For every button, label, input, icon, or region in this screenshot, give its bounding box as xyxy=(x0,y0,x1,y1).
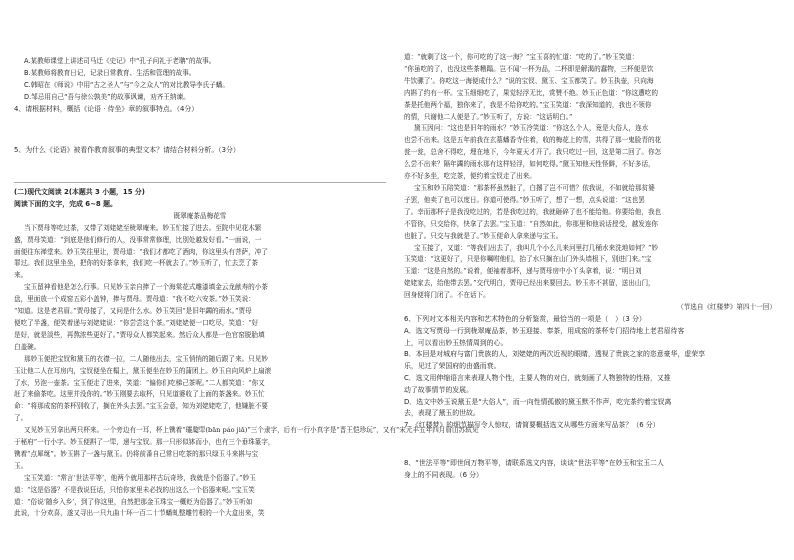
passage-line: 镌着“点犀𫄧”。妙玉斟了一盏与黛玉。仍将前番自己常日吃茶的那只绿玉斗来斟与宝 xyxy=(14,449,259,458)
option-c: C.韩昭在《师说》中用“古之圣人”与“今之众人”的对比教导李氏子蟠。 xyxy=(24,80,229,89)
passage-line: 那妙玉便把宝钗和黛玉的衣襟一拉，二人随他出去，宝玉悄悄的随后跟了来。只见妙 xyxy=(24,354,268,363)
passage-line: 玉笑道：“这更好了，只是你嘱咐他们，抬了水只搁在山门外头墙根下，别进门来。”宝 xyxy=(404,255,652,264)
passage-line: 罪过。我们这里坐坐，把你的好茶拿来，我们吃一杯就去了。”妙玉听了，忙去烹了茶 xyxy=(14,259,259,268)
passage-line: 盘，里面放一个成窑五彩小盖钟，捧与贾母。贾母道：“我不吃六安茶。”妙玉笑说： xyxy=(14,295,255,304)
passage-line: 当下贾母等吃过茶，又带了刘姥姥至栊翠庵来。妙玉忙接了进去。至院中见花木繁 xyxy=(24,223,262,232)
option-line: A．选文写贾母一行到栊翠庵品茶，妙玉迎接、奉茶，用成窑的茶杯专门招待地上老君眉待客 xyxy=(404,326,685,335)
passage-line: 了。幸而那杯子是我没吃过的，若是我吃过的，我就砸碎了也不能给他。你要给他，我也 xyxy=(404,207,662,216)
section-title: (二)现代文阅读 2(本题共 3 小题，15 分) xyxy=(14,188,145,197)
passage-line: 也脏了。只交与我就是了。”妙玉便命人拿来递与宝玉。 xyxy=(404,231,563,240)
section-divider xyxy=(14,182,386,183)
passage-line: 又见妙玉另拿出两只杯来。一个旁边有一耳，杯上镌着“𤫩瓟斝(bān páo jiǎ)”三个隶字，后有一行小真字是“晋王恺珍玩”，又有“宋元丰五年四月眉山苏轼见 xyxy=(24,426,479,435)
question-options xyxy=(14,56,386,104)
option-line: 去，表现了黛玉的世故。 xyxy=(404,409,480,418)
passage-line: 玉道：“这是自然的。”说着，便袖着那杯，递与贾母房中小丫头拿着，说：“明日刘 xyxy=(404,267,642,276)
passage-line: 宝玉留神看他是怎么行事。只见妙玉亲自捧了一个海棠花式雕漆填金云龙献寿的小茶 xyxy=(24,283,268,292)
question-5: 5、为什么《论语》被看作教育叙事的典型文本？请结合材料分析。（3分） xyxy=(14,146,240,155)
passage-line: 赶了来偷茶吃。这里并没你的。”妙玉刚要去取杯，只见道婆收了上面的茶盏来。妙玉忙 xyxy=(14,390,265,399)
option-b: B.某教师将教育日记，记录日常教育、生活和管理的故事。 xyxy=(24,68,196,77)
question-6: 6、下列对文本相关内容和艺术特色的分析鉴赏，最恰当的一项是（ ）（3 分） xyxy=(404,314,646,323)
section-instruction: 阅读下面的文字，完成 6~8 题。 xyxy=(14,200,117,209)
option-line: B．本回是对城府与富门贵族的人，刘姥姥的两次近视的眼睛，透视了贵族之家的恣意豪华，虚荣享 xyxy=(404,350,706,359)
passage-line: 不管你，只交给你，快拿了去罢。”宝玉道：“自然如此，你那里和他说话授受，越发连你 xyxy=(404,219,659,228)
passage-line: 了。 xyxy=(14,414,28,423)
passage-line: 内斟了约有一杯。宝玉细细吃了，果觉轻浮无比，赏赞不绝。妙玉正色道：“你这遭吃的 xyxy=(404,88,658,97)
passage-line: 宝玉和妙玉陪笑道：“那茶杯虽然脏了，白撂了岂不可惜？依我说，不如就给那贫婆 xyxy=(414,183,655,192)
passage-line: 亦不好多坐，吃完茶，便约着宝钗走了出来。 xyxy=(404,172,536,181)
passage-line: 此说，十分欢喜，遂又寻出一只九曲十环一百二十节蟠虬整雕竹根的一个大盒出来，笑 xyxy=(14,509,265,518)
passage-line: 盛，贾母笑道：“到底是他们修行的人，没事常常修理，比别处越发好看。”一面说，一 xyxy=(14,235,262,244)
source-note: （节选自《红楼梦》第四十一回） xyxy=(677,303,776,312)
passage-line: 茶是托他两个福，独你来了，我是不给你吃的。”宝玉笑道：“我深知道的，我也不领你 xyxy=(404,100,652,109)
passage-line: 来。 xyxy=(14,271,28,280)
passage-line: 于秘府”一行小字。妙玉便斟了一斝，递与宝钗。那一只形似钵而小，也有三个垂珠篆字， xyxy=(14,438,275,447)
passage-line: 是好，就是淡些，再熬浓些更好了。”贾母众人都笑起来。然后众人都是一色官窑脱胎填 xyxy=(14,330,265,339)
right-column xyxy=(404,0,776,560)
passage-line: 白盖碗。 xyxy=(14,342,41,351)
passage-line: 牛饮骡了’。你吃这一海便成什么？”说的宝钗、黛玉、宝玉都笑了。妙玉执壶，只向海 xyxy=(404,76,654,85)
passage-line: 道：“这是俗器？不是我说狂话，只怕你家里未必找的出这么一个俗器来呢。”宝玉笑 xyxy=(14,485,255,494)
passage-title: 既翠庵茶品梅花雪 xyxy=(173,211,227,220)
option-d: D.邹忌用自己“吾与徐公孰美”的故事讽谏，劝齐王纳谏。 xyxy=(24,92,190,101)
passage-line: 黛玉因问：“这也是旧年的雨水？”妙玉冷笑道：“你这么个人，竟是大俗人，连水 xyxy=(414,124,649,133)
passage-line: 的情，只谢他二人便是了。”妙玉听了，方说：“这话明白。” xyxy=(404,112,573,121)
passage-line: 便吃了半盏，便笑着递与刘姥姥说：“你尝尝这个茶。”刘姥姥便一口吃尽，笑道：“好 xyxy=(14,318,259,327)
passage-line: 宝玉笑道：“常言‘世法平等’，他两个就用那样古玩奇珍，我就是个俗器了。”妙玉 xyxy=(24,473,256,482)
option-line: D．选文中妙玉说黛玉是“大俗人”，而一向性情孤傲的黛玉默不作声，吃完茶约着宝钗离 xyxy=(404,397,672,406)
passage-line: 子罢，他卖了也可以度日。你道可使得。”妙玉听了，想了一想，点头说道：“这也罢 xyxy=(404,195,645,204)
option-line: 上，可以看出妙玉热情周到的心。 xyxy=(404,338,508,347)
question-7: 7、《红楼梦》的细节描写令人惊叹，请简要概括选文从哪些方面来写品茶？（6 分） xyxy=(404,421,660,430)
passage-line: 道：“俗说‘随乡入乡’，到了你这里，自然把那金玉珠宝一概贬为俗器了。”妙玉听如 xyxy=(14,497,253,506)
passage-line: 么尝不出来？隔年蠲的雨水那有这样轻浮，如何吃得。”黛玉知他天性怪僻，不好多话， xyxy=(404,160,655,169)
passage-line: 面便往东禅堂来。妙玉笑往里让，贾母道：“我们才都吃了酒肉，你这里头有菩萨，冲了 xyxy=(14,247,268,256)
passage-line: 道：“就剩了这一个，你可吃的了这一海？”宝玉喜的忙道：“吃的了。”妙玉笑道： xyxy=(404,53,639,61)
passage-line: 玉。 xyxy=(14,461,28,470)
passage-line: 了水，另泡一壶茶。宝玉便走了进来，笑道：“偏你们吃梯己茶呢。”二人都笑道：“你又 xyxy=(14,378,265,387)
option-line: C．选文用伸缩语言来表现人物个性，主要人物的对白，就刻画了人物独特的性格，又推 xyxy=(404,373,671,382)
question-8-line-2: 身上的不同表现。（6 分） xyxy=(404,470,483,479)
option-a: A.某教师课堂上讲述司马迁《史记》中“孔子问礼于老聃”的故事。 xyxy=(24,57,216,65)
passage-line: “知道。这是老君眉。”贾母接了，又问是什么水。妙玉笑回“是旧年蠲的雨水。”贾母 xyxy=(14,307,252,316)
passage-line: 也尝不出来。这是五年前我在玄墓蟠香寺住着，收的梅花上的雪，共得了那一鬼脸青的花 xyxy=(404,136,662,145)
passage-line: 回身便将门闭了。不在话下。 xyxy=(404,291,490,300)
question-4: 4、请根据材料，概括《论语 · 侍坐》章的叙事特点。（4分） xyxy=(14,104,199,113)
question-8-line-1: 8、“世法平等”即世间万物平等，请联系选文内容，谈谈“世法平等”在妙玉和宝玉二人 xyxy=(404,458,664,467)
passage-right xyxy=(404,52,776,302)
passage-line: “你虽吃的了，也没这些茶糟蹋。岂不闻‘一杯为品，二杯即是解渴的蠢物，三杯便是饮 xyxy=(404,64,654,73)
passage-line: 瓮一瓮，总舍不得吃，埋在地下，今年夏天才开了。我只吃过一回，这是第二回了。你怎 xyxy=(404,148,662,157)
passage-line: 命：“将那成窑的茶杯别收了，搁在外头去罢。”宝玉会意，知为刘姥姥吃了，他嫌脏不要 xyxy=(14,402,269,411)
option-line: 动了故事情节的发展。 xyxy=(404,385,473,394)
passage-line: 姥姥家去，给他带去罢。”交代明白，贾母已经出来要回去。妙玉亦不甚留，送出山门， xyxy=(404,279,655,288)
passage-line: 玉让他二人在耳房内，宝钗便坐在榻上，黛玉便坐在妙玉的蒲团上。妙玉自向风炉上扇滚 xyxy=(14,366,272,375)
question-6-options xyxy=(404,326,776,420)
passage-line: 宝玉接了，又道：“等我们出去了，我叫几个小么儿来河里打几桶水来洗地如何？”妙 xyxy=(414,243,659,252)
option-line: 乐，见过了荣国府的由盛而衰。 xyxy=(404,362,501,371)
